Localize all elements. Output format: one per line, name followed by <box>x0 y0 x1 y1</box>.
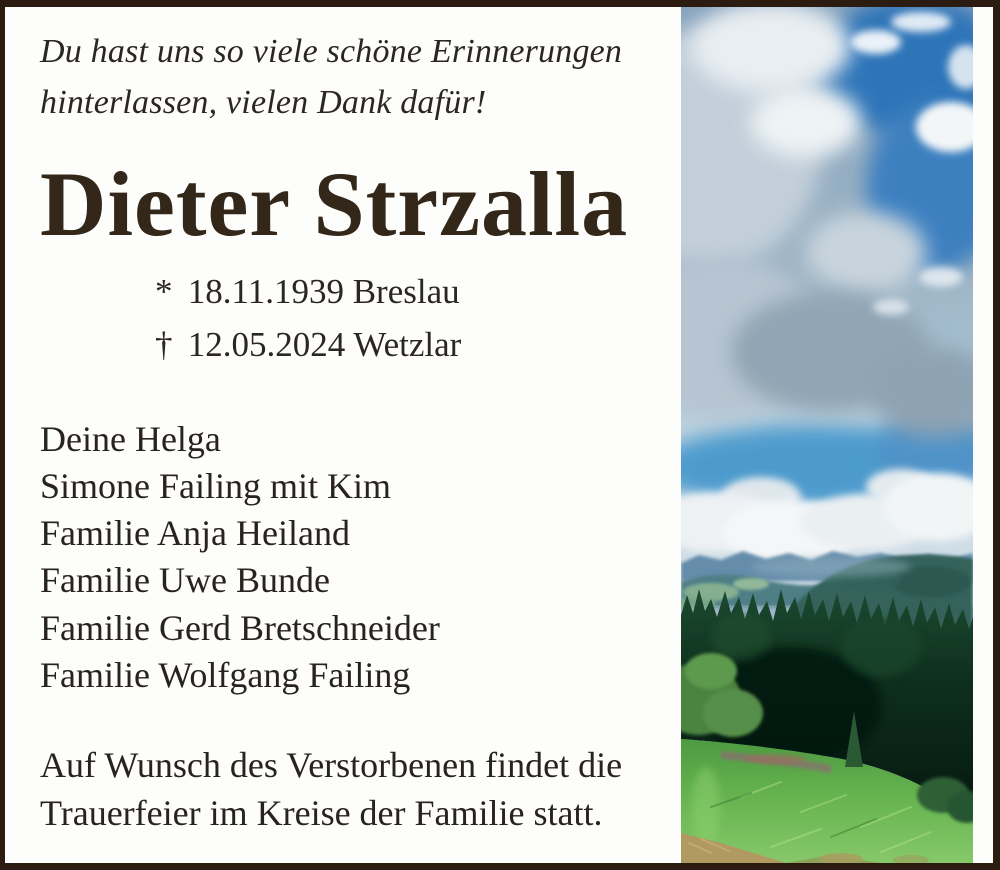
mourner-line: Familie Gerd Bretschneider <box>40 607 440 648</box>
landscape-photo-graphic <box>681 7 973 863</box>
birth-line <box>155 266 461 319</box>
birth-date: 18.11.1939 <box>187 272 344 311</box>
closing-statement <box>40 742 622 837</box>
mourner-line: Simone Failing mit Kim <box>40 466 392 507</box>
death-date: 12.05.2024 <box>187 324 346 364</box>
closing-line-2: Trauerfeier im Kreise der Familie statt. <box>40 792 603 833</box>
quote-line-2: hinterlassen, vielen Dank dafür! <box>40 84 487 121</box>
birth-star-symbol: * <box>155 272 173 311</box>
mourner-line: Familie Anja Heiland <box>40 513 350 554</box>
memorial-photo <box>681 7 973 863</box>
mourner-line: Familie Uwe Bunde <box>40 560 330 601</box>
deceased-name: Dieter Strzalla <box>40 153 629 255</box>
memorial-quote <box>40 26 622 128</box>
quote-line-1: Du hast uns so viele schöne Erinnerungen <box>40 33 623 70</box>
death-line <box>155 319 461 372</box>
mourner-line: Familie Wolfgang Failing <box>40 654 411 695</box>
birth-place: Breslau <box>352 272 460 311</box>
death-place: Wetzlar <box>353 324 462 364</box>
death-cross-symbol: † <box>155 324 173 364</box>
mourners-list <box>40 416 440 699</box>
closing-line-1: Auf Wunsch des Verstorbenen findet die <box>40 745 623 785</box>
mourner-line: Deine Helga <box>40 419 221 459</box>
life-dates <box>155 266 461 371</box>
